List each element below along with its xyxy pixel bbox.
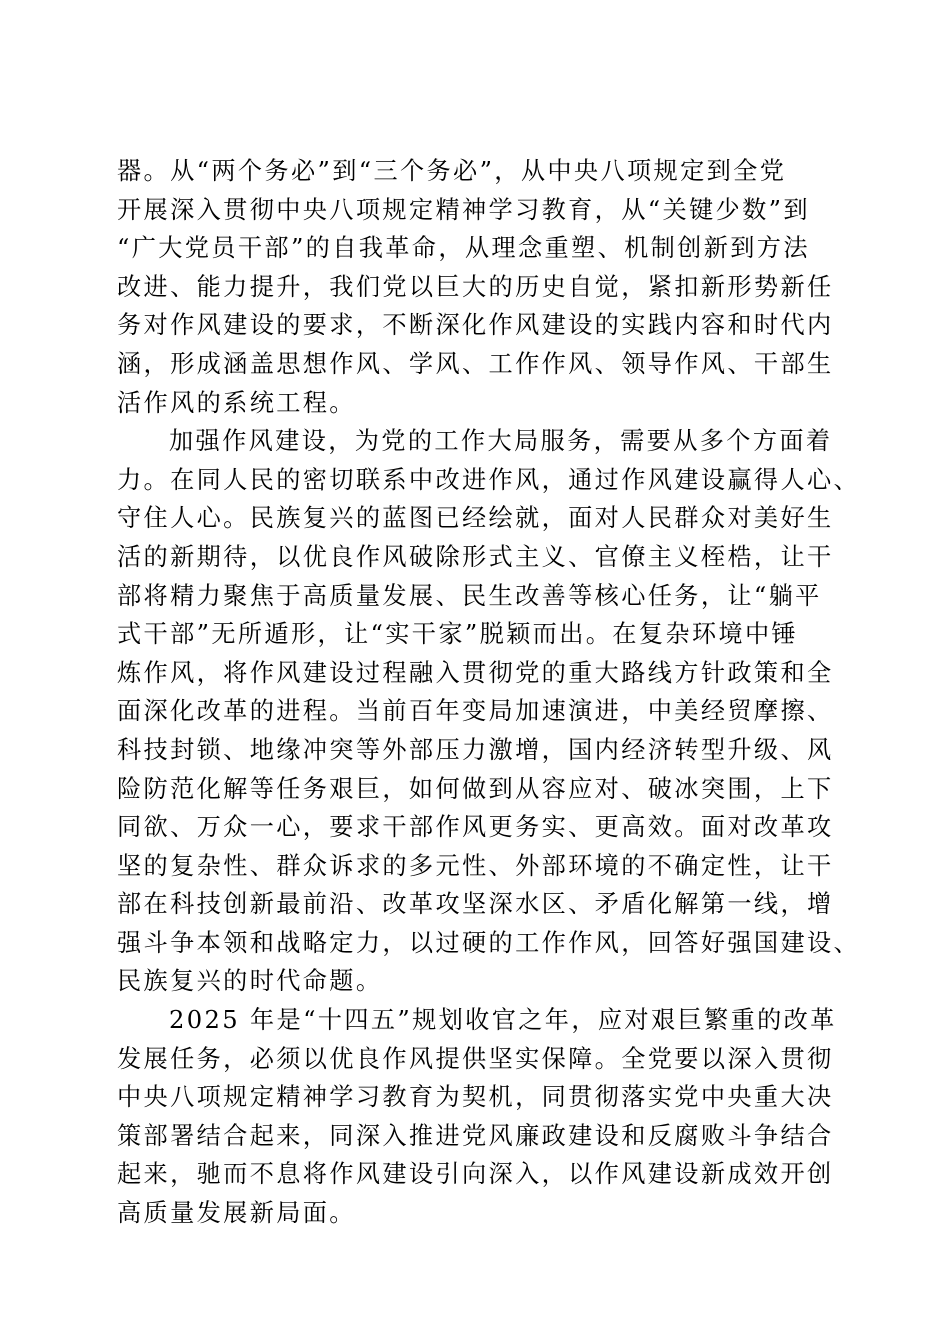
paragraph-2 [117, 422, 861, 1001]
text-line: 开展深入贯彻中央八项规定精神学习教育，从“关键少数”到 [117, 195, 810, 224]
text-line: 高质量发展新局面。 [117, 1199, 356, 1228]
paragraph-1 [117, 152, 837, 422]
text-line: 器。从“两个务必”到“三个务必”，从中央八项规定到全党 [117, 157, 787, 185]
text-line: 起来，驰而不息将作风建设引向深入，以作风建设新成效开创 [117, 1160, 834, 1189]
document-body [117, 152, 861, 1233]
text-line: “广大党员干部”的自我革命，从理念重塑、机制创新到方法 [117, 234, 810, 263]
text-line: 中央八项规定精神学习教育为契机，同贯彻落实党中央重大决 [117, 1083, 834, 1112]
text-line: 守住人心。民族复兴的蓝图已经绘就，面对人民群众对美好生 [117, 504, 834, 533]
text-line: 活作风的系统工程。 [117, 388, 356, 417]
text-line: 活的新期待，以优良作风破除形式主义、官僚主义桎梏，让干 [117, 542, 834, 571]
text-line: 强斗争本领和战略定力，以过硬的工作作风，回答好强国建设、 [117, 928, 861, 957]
text-line: 2025 年是“十四五”规划收官之年，应对艰巨繁重的改革 [169, 1006, 837, 1035]
text-line: 同欲、万众一心，要求干部作风更务实、更高效。面对改革攻 [117, 813, 834, 842]
text-line: 策部署结合起来，同深入推进党风廉政建设和反腐败斗争结合 [117, 1121, 834, 1150]
text-line: 面深化改革的进程。当前百年变局加速演进，中美经贸摩擦、 [117, 697, 834, 726]
text-line: 涵，形成涵盖思想作风、学风、工作作风、领导作风、干部生 [117, 349, 834, 378]
paragraph-3 [117, 1001, 837, 1233]
text-line: 炼作风，将作风建设过程融入贯彻党的重大路线方针政策和全 [117, 658, 834, 687]
text-line: 部在科技创新最前沿、改革攻坚深水区、矛盾化解第一线，增 [117, 890, 834, 919]
text-line: 加强作风建设，为党的工作大局服务，需要从多个方面着 [169, 427, 833, 456]
text-line: 部将精力聚焦于高质量发展、民生改善等核心任务，让“躺平 [117, 581, 822, 610]
text-line: 力。在同人民的密切联系中改进作风，通过作风建设赢得人心、 [117, 465, 861, 494]
text-line: 坚的复杂性、群众诉求的多元性、外部环境的不确定性，让干 [117, 851, 834, 880]
text-line: 科技封锁、地缘冲突等外部压力激增，国内经济转型升级、风 [117, 735, 834, 764]
text-line: 民族复兴的时代命题。 [117, 967, 383, 996]
text-line: 发展任务，必须以优良作风提供坚实保障。全党要以深入贯彻 [117, 1044, 834, 1073]
text-line: 改进、能力提升，我们党以巨大的历史自觉，紧扣新形势新任 [117, 272, 834, 301]
text-line: 式干部”无所遁形，让“实干家”脱颖而出。在复杂环境中锤 [117, 620, 799, 649]
text-line: 务对作风建设的要求，不断深化作风建设的实践内容和时代内 [117, 311, 834, 340]
text-line: 险防范化解等任务艰巨，如何做到从容应对、破冰突围，上下 [117, 774, 834, 803]
